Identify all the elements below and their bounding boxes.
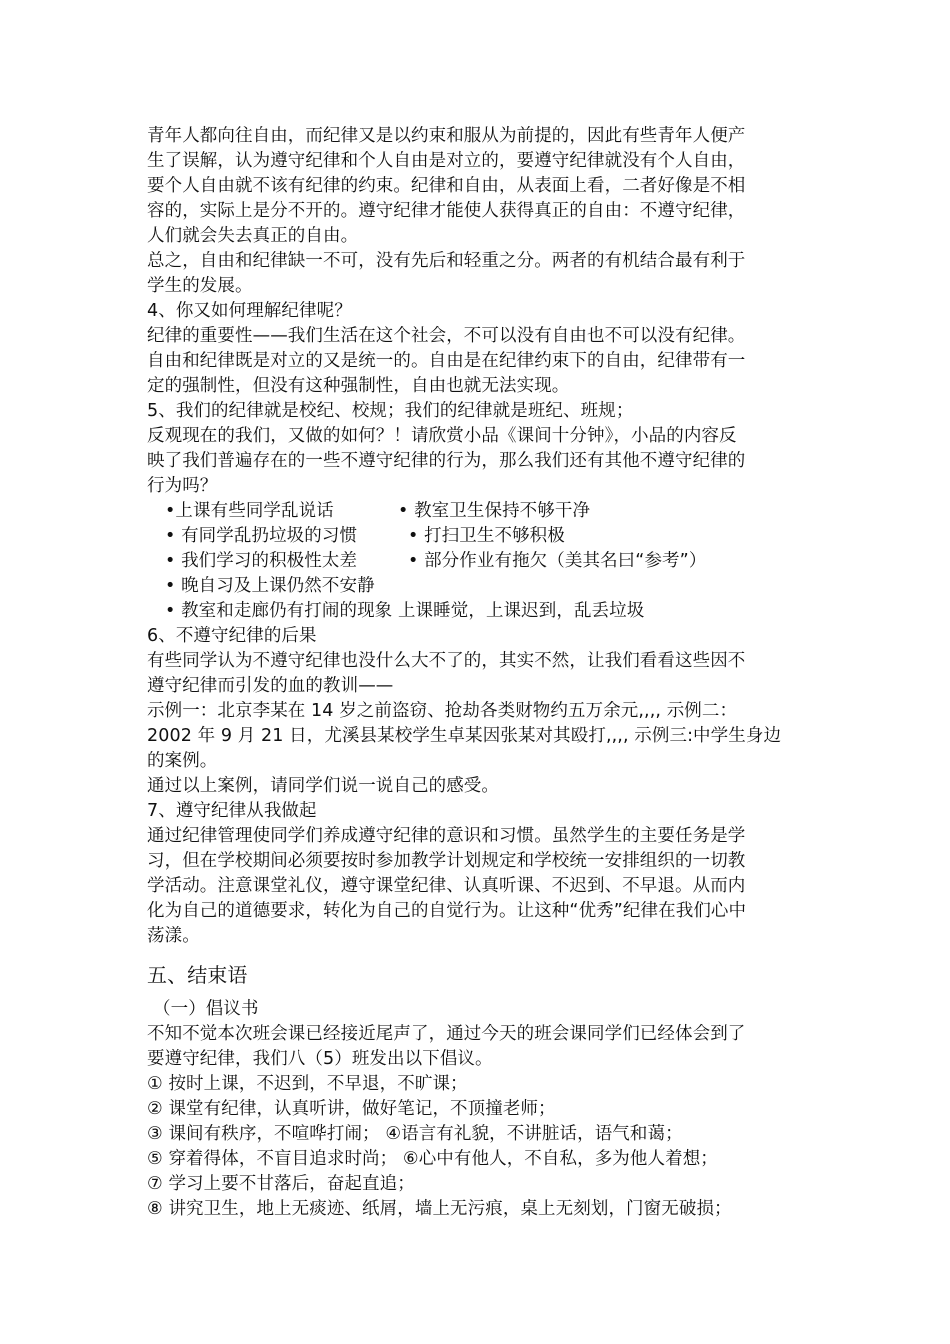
text-line: 纪律的重要性——我们生活在这个社会，不可以没有自由也不可以没有纪律。 [147,326,746,346]
list-item: ① 按时上课，不迟到，不早退，不旷课； [147,1074,468,1094]
text-line: 人们就会失去真正的自由。 [147,226,359,246]
section-5-title: 五、结束语 [147,963,248,987]
text-line: 学生的发展。 [147,276,253,296]
paragraph-reflection [147,424,807,499]
proposal-list [147,1072,807,1222]
question-7-heading: 7、遵守纪律从我做起 [147,801,317,821]
paragraph-start-from-me [147,824,807,949]
list-item: ② 课堂有纪律，认真听讲，做好笔记，不顶撞老师； [147,1099,556,1119]
list-item: ⑧ 讲究卫生，地上无痰迹、纸屑，墙上无污痕，桌上无刻划，门窗无破损； [147,1199,732,1219]
list-item [165,549,807,574]
bullet-text: • 教室卫生保持不够干净 [398,501,591,521]
text-line: 学活动。注意课堂礼仪，遵守课堂纪律、认真听课、不迟到、不早退。从而内 [147,876,746,896]
text-line: 通过纪律管理使同学们养成遵守纪律的意识和习惯。虽然学生的主要任务是学 [147,826,746,846]
document-page [147,124,807,1222]
text-line: 要遵守纪律，我们八（5）班发出以下倡议。 [147,1049,493,1069]
text-line: 要个人自由就不该有纪律的约束。纪律和自由，从表面上看，二者好像是不相 [147,176,746,196]
bullet-text: • 打扫卫生不够积极 [408,526,565,546]
list-item: ⑤ 穿着得体，不盲目追求时尚； ⑥心中有他人，不自私，多为他人着想； [147,1149,718,1169]
text-line: 化为自己的道德要求，转化为自己的自觉行为。让这种“优秀”纪律在我们心中 [147,901,747,921]
paragraph-importance [147,324,807,399]
text-line: 总之，自由和纪律缺一不可，没有先后和轻重之分。两者的有机结合最有利于 [147,251,746,271]
list-item [165,599,807,624]
text-line: 遵守纪律而引发的血的教训—— [147,676,394,696]
list-item [165,574,807,599]
bullet-text: •上课有些同学乱说话 [165,501,334,521]
text-line: 行为吗？ [147,476,218,496]
text-line: 定的强制性，但没有这种强制性，自由也就无法实现。 [147,376,570,396]
text-line: 2002 年 9 月 21 日，尤溪县某校学生卓某因张某对其殴打,,,, 示例三:中学生身边 [147,726,782,746]
paragraph-freedom-discipline [147,124,807,249]
text-line: 习，但在学校期间必须要按时参加教学计划规定和学校统一安排组织的一切教 [147,851,746,871]
text-line: 有些同学认为不遵守纪律也没什么大不了的，其实不然，让我们看看这些因不 [147,651,746,671]
list-item: ⑦ 学习上要不甘落后，奋起直追； [147,1174,415,1194]
text-line: 示例一：北京李某在 14 岁之前盗窃、抢劫各类财物约五万余元,,,, 示例二： [147,701,738,721]
bullet-text: • 部分作业有拖欠（美其名曰“参考”） [408,551,707,571]
text-line: 自由和纪律既是对立的又是统一的。自由是在纪律约束下的自由，纪律带有一 [147,351,746,371]
question-5-heading: 5、我们的纪律就是校纪、校规；我们的纪律就是班纪、班规； [147,401,634,421]
paragraph-conclusion [147,249,807,299]
question-6-heading: 6、不遵守纪律的后果 [147,626,317,646]
behavior-bullet-list [165,499,807,624]
text-line: 反观现在的我们，又做的如何？！请欣赏小品《课间十分钟》，小品的内容反 [147,426,737,446]
subsection-proposal-title: （一）倡议书 [153,999,259,1019]
list-item: ③ 课间有秩序，不喧哗打闹； ④语言有礼貌，不讲脏话，语气和蔼； [147,1124,683,1144]
text-line: 荡漾。 [147,926,200,946]
text-line: 的案例。 [147,751,218,771]
bullet-text: • 教室和走廊仍有打闹的现象 上课睡觉，上课迟到，乱丢垃圾 [165,601,645,621]
text-line: 不知不觉本次班会课已经接近尾声了，通过今天的班会课同学们已经体会到了 [147,1024,746,1044]
text-line: 青年人都向往自由，而纪律又是以约束和服从为前提的，因此有些青年人便产 [147,126,746,146]
question-4-heading: 4、你又如何理解纪律呢？ [147,301,352,321]
bullet-text: • 有同学乱扔垃圾的习惯 [165,526,358,546]
paragraph-proposal-intro [147,1022,807,1072]
paragraph-consequences [147,649,807,799]
bullet-text: • 我们学习的积极性太差 [165,551,358,571]
text-line: 映了我们普遍存在的一些不遵守纪律的行为，那么我们还有其他不遵守纪律的 [147,451,746,471]
text-line: 容的，实际上是分不开的。遵守纪律才能使人获得真正的自由：不遵守纪律， [147,201,746,221]
list-item [165,499,807,524]
text-line: 通过以上案例，请同学们说一说自己的感受。 [147,776,499,796]
list-item [165,524,807,549]
bullet-text: • 晚自习及上课仍然不安静 [165,576,375,596]
text-line: 生了误解，认为遵守纪律和个人自由是对立的，要遵守纪律就没有个人自由， [147,151,746,171]
